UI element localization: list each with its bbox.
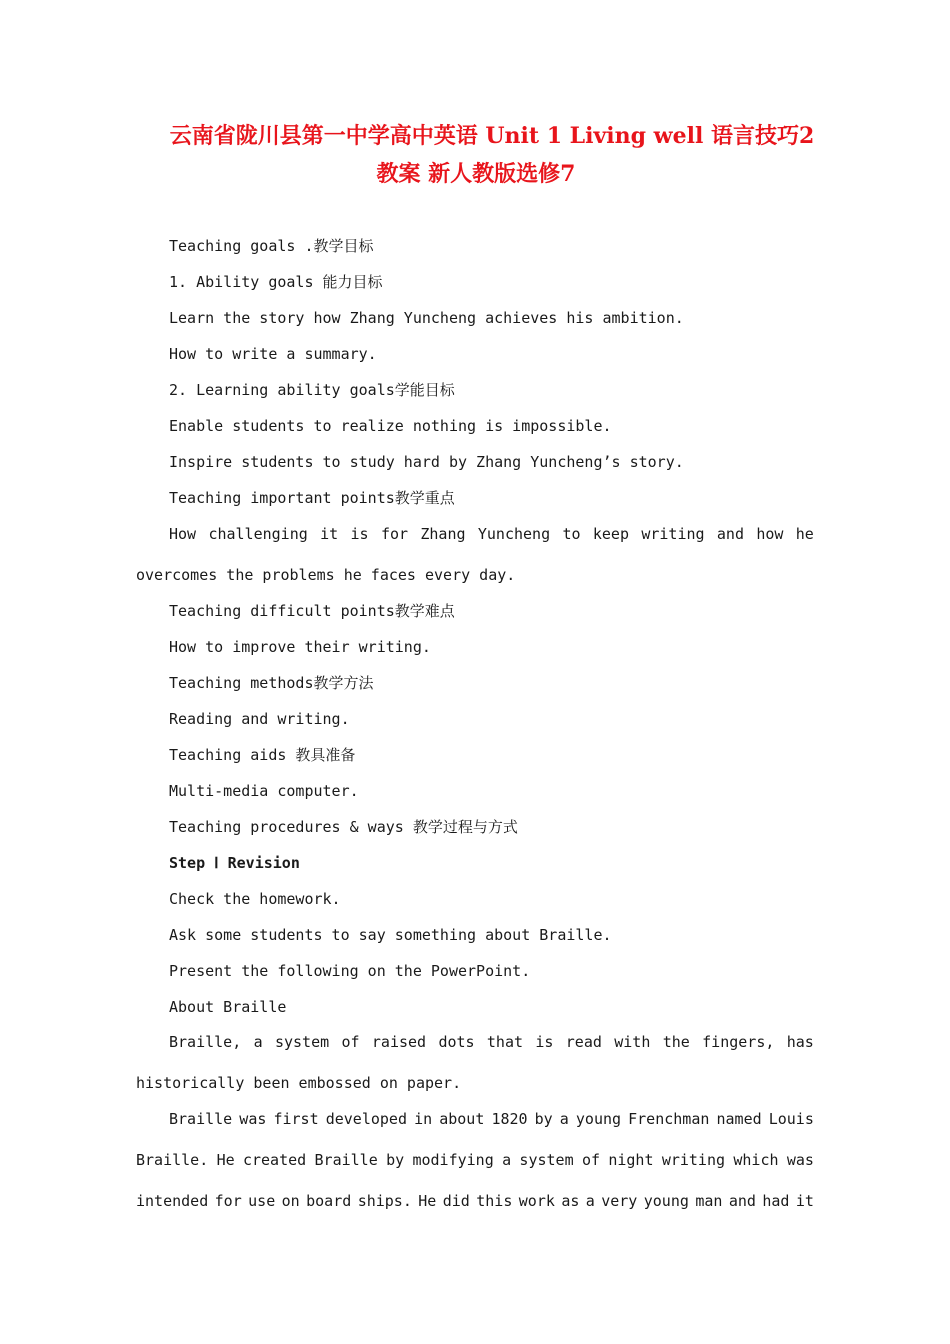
- word: a: [253, 1033, 263, 1051]
- paragraph: How to improve their writing.: [169, 638, 431, 656]
- paragraph: Check the homework.: [169, 890, 341, 908]
- word: modifying: [412, 1151, 494, 1169]
- paragraph: Ask some students to say something about Braille.: [169, 926, 612, 944]
- word: is: [350, 525, 369, 543]
- word: created: [242, 1151, 307, 1169]
- heading-ability-goals: 1. Ability goals 能力目标: [169, 273, 383, 291]
- word: by: [386, 1151, 405, 1169]
- word: on: [281, 1192, 300, 1210]
- word: 1820: [491, 1110, 528, 1128]
- word: fingers,: [702, 1033, 775, 1051]
- word: how: [756, 525, 784, 543]
- word: use: [248, 1192, 276, 1210]
- heading-teaching-goals: Teaching goals .教学目标: [169, 237, 374, 255]
- word: challenging: [208, 525, 308, 543]
- justified-line: [169, 1109, 814, 1129]
- word: did: [442, 1192, 470, 1210]
- justified-line: [136, 1191, 814, 1211]
- word: dots: [438, 1033, 475, 1051]
- heading-teaching-procedures: Teaching procedures & ways 教学过程与方式: [169, 818, 518, 836]
- word: a: [585, 1192, 595, 1210]
- word: about: [439, 1110, 485, 1128]
- word: a: [502, 1151, 512, 1169]
- paragraph: overcomes the problems he faces every day.: [136, 566, 516, 584]
- paragraph: Multi-media computer.: [169, 782, 359, 800]
- word: was: [786, 1151, 814, 1169]
- word: young: [575, 1110, 622, 1128]
- word: by: [534, 1110, 553, 1128]
- document-title-line-2: 教案 新人教版选修7: [376, 161, 576, 187]
- word: How: [169, 525, 197, 543]
- document-title-line-1: 云南省陇川县第一中学高中英语 Unit 1 Living well 语言技巧2: [169, 123, 815, 149]
- word: Zhang: [420, 525, 466, 543]
- word: in: [414, 1110, 433, 1128]
- heading-teaching-methods: Teaching methods教学方法: [169, 674, 374, 692]
- justified-line: [136, 1150, 814, 1170]
- paragraph: Learn the story how Zhang Yuncheng achieves his ambition.: [169, 309, 684, 327]
- word: Braille.: [136, 1151, 209, 1169]
- word: to: [562, 525, 581, 543]
- word: is: [535, 1033, 554, 1051]
- word: Yuncheng: [477, 525, 551, 543]
- word: he: [795, 525, 814, 543]
- word: Braille: [314, 1151, 378, 1169]
- word: of: [341, 1033, 360, 1051]
- word: raised: [371, 1033, 427, 1051]
- word: read: [565, 1033, 602, 1051]
- word: intended: [136, 1192, 209, 1210]
- word: man: [695, 1192, 723, 1210]
- word: board: [306, 1192, 352, 1210]
- word: for: [214, 1192, 242, 1210]
- heading-difficult-points: Teaching difficult points教学难点: [169, 602, 455, 620]
- word: Braille,: [169, 1033, 242, 1051]
- word: very: [601, 1192, 638, 1210]
- heading-teaching-aids: Teaching aids 教具准备: [169, 746, 356, 764]
- word: writing: [661, 1151, 726, 1169]
- paragraph: Reading and writing.: [169, 710, 350, 728]
- heading-learning-ability-goals: 2. Learning ability goals学能目标: [169, 381, 455, 399]
- word: named: [716, 1110, 762, 1128]
- word: for: [380, 525, 409, 543]
- word: young: [643, 1192, 689, 1210]
- word: developed: [325, 1110, 407, 1128]
- justified-line: [169, 524, 814, 544]
- word: and: [728, 1192, 756, 1210]
- word: of: [581, 1151, 600, 1169]
- word: Braille: [169, 1110, 233, 1128]
- word: work: [518, 1192, 555, 1210]
- word: was: [239, 1110, 267, 1128]
- word: ships.: [357, 1192, 412, 1210]
- word: and: [716, 525, 744, 543]
- word: the: [662, 1033, 690, 1051]
- word: it: [320, 525, 339, 543]
- heading-step-1: Step Ⅰ Revision: [169, 854, 300, 872]
- word: as: [561, 1192, 580, 1210]
- word: that: [486, 1033, 524, 1051]
- word: night: [608, 1151, 654, 1169]
- word: with: [614, 1033, 651, 1051]
- word: He: [216, 1151, 235, 1169]
- heading-about-braille: About Braille: [169, 998, 287, 1016]
- word: He: [418, 1192, 437, 1210]
- word: writing: [641, 525, 705, 543]
- word: which: [733, 1151, 779, 1169]
- paragraph: historically been embossed on paper.: [136, 1074, 462, 1092]
- word: Louis: [768, 1110, 814, 1128]
- word: system: [519, 1151, 574, 1169]
- paragraph: Present the following on the PowerPoint.: [169, 962, 531, 980]
- word: had: [762, 1192, 790, 1210]
- word: Frenchman: [628, 1110, 710, 1128]
- word: first: [273, 1110, 319, 1128]
- word: it: [795, 1192, 814, 1210]
- paragraph: How to write a summary.: [169, 345, 377, 363]
- heading-important-points: Teaching important points教学重点: [169, 489, 455, 507]
- word: this: [476, 1192, 513, 1210]
- paragraph: Inspire students to study hard by Zhang Yuncheng’s story.: [169, 453, 684, 471]
- word: keep: [592, 525, 629, 543]
- word: has: [786, 1033, 814, 1051]
- word: a: [559, 1110, 569, 1128]
- word: system: [274, 1033, 330, 1051]
- paragraph: Enable students to realize nothing is impossible.: [169, 417, 612, 435]
- justified-line: [169, 1032, 814, 1052]
